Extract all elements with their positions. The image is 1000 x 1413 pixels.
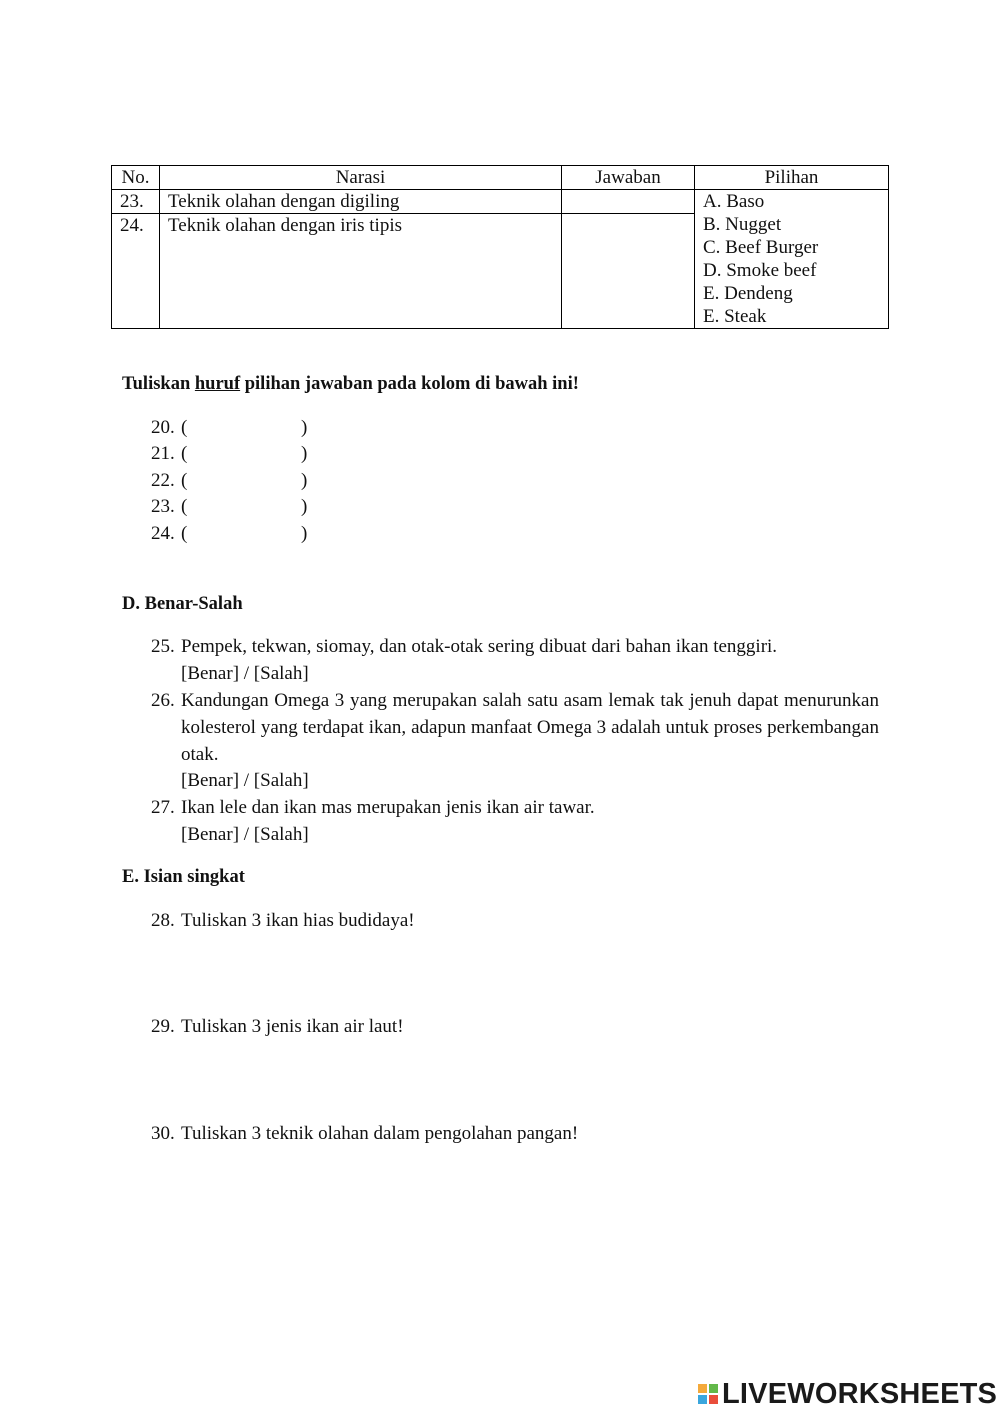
benar-salah-choice[interactable]: [Benar] / [Salah]	[181, 823, 309, 845]
option-e2: E. Steak	[703, 306, 767, 327]
open-paren: (	[181, 470, 188, 491]
instruction-post: pilihan jawaban pada kolom di bawah ini!	[240, 374, 579, 394]
option-e: E. Dendeng	[703, 283, 793, 304]
answer-cell[interactable]	[562, 214, 695, 329]
option-d: D. Smoke beef	[703, 260, 817, 281]
close-paren: )	[301, 496, 308, 517]
answer-number: 22.	[151, 470, 175, 491]
close-paren: )	[301, 443, 308, 464]
header-no: No.	[112, 166, 160, 190]
table-row	[112, 190, 889, 214]
row-narasi: Teknik olahan dengan digiling	[160, 190, 562, 214]
question-text: Ikan lele dan ikan mas merupakan jenis ikan air tawar.	[181, 797, 595, 818]
header-pilihan: Pilihan	[695, 166, 889, 190]
question-26	[151, 688, 879, 795]
answer-line	[151, 441, 321, 467]
liveworksheets-logo	[698, 1378, 997, 1410]
benar-salah-choice[interactable]: [Benar] / [Salah]	[181, 770, 309, 792]
brand-name: LIVEWORKSHEETS	[722, 1377, 998, 1410]
instruction	[122, 374, 579, 395]
question-text: Tuliskan 3 jenis ikan air laut!	[181, 1016, 404, 1037]
option-c: C. Beef Burger	[703, 237, 819, 258]
question-text: Tuliskan 3 ikan hias budidaya!	[181, 910, 415, 931]
question-number: 25.	[151, 636, 175, 657]
matching-table	[111, 165, 889, 329]
close-paren: )	[301, 417, 308, 438]
answer-cell[interactable]	[562, 190, 695, 214]
question-27	[151, 795, 879, 849]
benar-salah-choice[interactable]: [Benar] / [Salah]	[181, 662, 309, 684]
question-text: Pempek, tekwan, siomay, dan otak-otak sering dibuat dari bahan ikan tenggiri.	[181, 636, 778, 657]
open-paren: (	[181, 417, 188, 438]
header-jawaban: Jawaban	[562, 166, 695, 190]
question-text: Kandungan Omega 3 yang merupakan salah satu asam lemak tak jenuh dapat menurunkan kolesterol yang terdapat ikan, adapun manfaat Omega 3 adalah untuk proses perkembangan otak.	[181, 690, 879, 765]
question-29	[151, 1014, 879, 1041]
row-narasi: Teknik olahan dengan iris tipis	[160, 214, 562, 329]
header-narasi: Narasi	[160, 166, 562, 190]
question-28	[151, 908, 879, 935]
question-number: 28.	[151, 910, 175, 931]
instruction-underlined: huruf	[194, 374, 241, 394]
answer-line	[151, 494, 321, 520]
answer-number: 20.	[151, 417, 175, 438]
options-cell	[695, 190, 889, 329]
close-paren: )	[301, 470, 308, 491]
answer-number: 24.	[151, 523, 175, 544]
answer-number: 23.	[151, 496, 175, 517]
answer-line	[151, 468, 321, 494]
question-number: 26.	[151, 690, 175, 711]
answer-line	[151, 415, 321, 441]
close-paren: )	[301, 523, 308, 544]
logo-mark-icon	[698, 1384, 718, 1404]
instruction-pre: Tuliskan	[122, 374, 195, 394]
question-number: 27.	[151, 797, 175, 818]
question-25	[151, 634, 879, 688]
row-no: 23.	[112, 190, 160, 214]
option-b: B. Nugget	[703, 214, 782, 235]
row-no: 24.	[112, 214, 160, 329]
question-number: 29.	[151, 1016, 175, 1037]
answer-number: 21.	[151, 443, 175, 464]
question-30	[151, 1121, 879, 1148]
open-paren: (	[181, 523, 188, 544]
section-d-title: D. Benar-Salah	[122, 594, 243, 614]
open-paren: (	[181, 496, 188, 517]
answer-line	[151, 521, 321, 547]
table-header-row	[112, 166, 889, 190]
question-number: 30.	[151, 1123, 175, 1144]
open-paren: (	[181, 443, 188, 464]
section-e-title: E. Isian singkat	[122, 867, 245, 887]
option-a: A. Baso	[703, 191, 765, 212]
question-text: Tuliskan 3 teknik olahan dalam pengolahan pangan!	[181, 1123, 579, 1144]
